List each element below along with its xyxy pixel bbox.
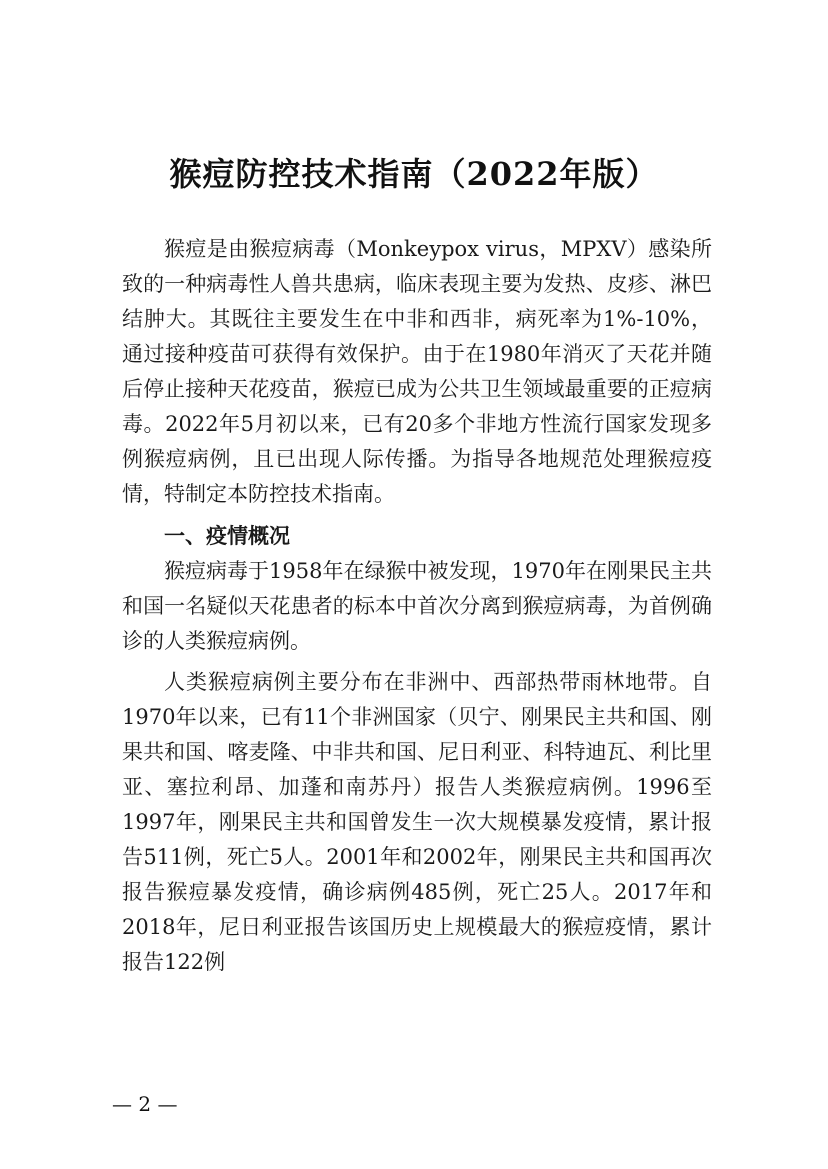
section-heading: 一、疫情概况 xyxy=(164,524,290,548)
page-number: — 2 — xyxy=(112,1092,178,1116)
section-paragraph-2: 人类猴痘病例主要分布在非洲中、西部热带雨林地带。自1970年以来，已有11个非洲国家（贝宁、刚果民主共和国、刚果共和国、喀麦隆、中非共和国、尼日利亚、科特迪瓦、利比里亚、塞拉利昂、加蓬和南苏丹）报告人类猴痘病例。1996至1997年，刚果民主共和国曾发生一次大规模暴发疫情，累计报告511例，死亡5人。2001年和2002年，刚果民主共和国再次报告猴痘暴发疫情，确诊病例485例，死亡25人。2017年和2018年，尼日利亚报告该国历史上规模最大的猴痘疫情，累计报告122例 xyxy=(122,670,712,974)
document-body xyxy=(122,232,712,980)
section-paragraph-1: 猴痘病毒于1958年在绿猴中被发现，1970年在刚果民主共和国一名疑似天花患者的标本中首次分离到猴痘病毒，为首例确诊的人类猴痘病例。 xyxy=(122,559,712,653)
intro-paragraph: 猴痘是由猴痘病毒（Monkeypox virus，MPXV）感染所致的一种病毒性人兽共患病，临床表现主要为发热、皮疹、淋巴结肿大。其既往主要发生在中非和西非，病死率为1%-10%，通过接种疫苗可获得有效保护。由于在1980年消灭了天花并随后停止接种天花疫苗，猴痘已成为公共卫生领域最重要的正痘病毒。2022年5月初以来，已有20多个非地方性流行国家发现多例猴痘病例，且已出现人际传播。为指导各地规范处理猴痘疫情，特制定本防控技术指南。 xyxy=(122,237,712,506)
document-title: 猴痘防控技术指南（2022年版） xyxy=(169,155,659,193)
